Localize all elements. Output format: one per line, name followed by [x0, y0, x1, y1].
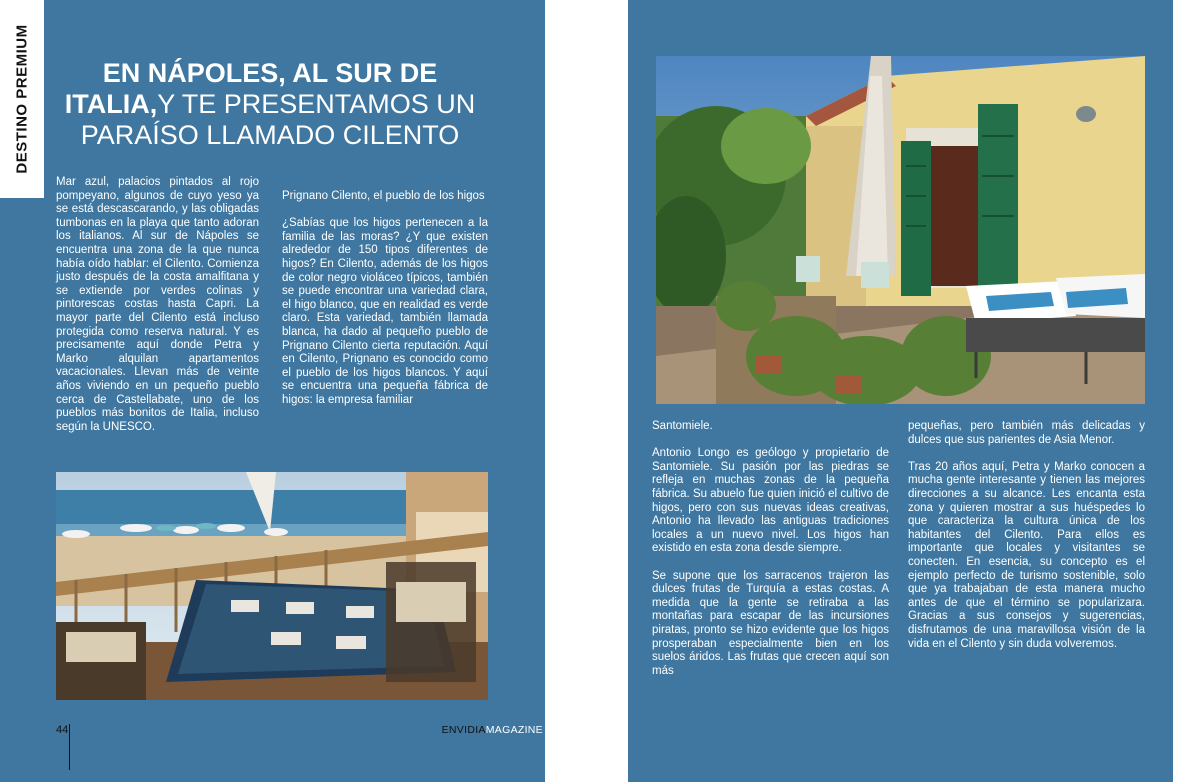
- subheading: Prignano Cilento, el pueblo de los higos: [282, 190, 485, 202]
- page-number-rule: [69, 724, 70, 770]
- paragraph: pequeñas, pero también más delicadas y dulces que sus parientes de Asia Menor.: [908, 420, 1145, 446]
- headline: [50, 58, 490, 151]
- headline-line-2-rest: Y TE PRESENTAMOS UN: [157, 89, 476, 119]
- magazine-name-part-2: MAGAZINE: [485, 724, 543, 736]
- paragraph: ¿Sabías que los higos pertenecen a la familia de las moras? ¿Y que existen alrededor de 150 tipos diferentes de higos? En Cilento, además de los higos de color negro violáceo típicos, también se puede encontrar una variedad clara, el higo blanco, que en realidad es verde claro. Esta variedad, también llamada blanca, ha dado al pequeño pueblo de Prignano Cilento cierta reputación. Aquí en Cilento, Prignano es conocido como el pueblo de los higos blancos. Y aquí se encuentra una pequeña fábrica de higos: la empresa familiar: [282, 217, 488, 406]
- article-column-right-2: [908, 420, 1145, 651]
- paragraph: Tras 20 años aquí, Petra y Marko conocen a mucha gente interesante y tienen las mejores direcciones a su alcance. Les encanta esta zona y quieren mostrar a sus huéspedes lo que caracteriza la cultura única de los habitantes del Cilento. Para ellos es importante que locales y visitantes se conecten. En esencia, su concepto es el ejemplo perfecto de turismo sostenible, solo que ya trabajaban de esta manera mucho antes de que el término se popularizara. Gracias a sus consejos y sugerencias, disfrutamos de una maravillosa visión de la vida en el Cilento y sin duda volveremos.: [908, 460, 1145, 650]
- beach-terrace-illustration: [56, 472, 488, 700]
- villa-terrace-photo: [656, 56, 1145, 404]
- paragraph: Mar azul, palacios pintados al rojo pompeyano, algunos de cuyo yeso ya se está descascarando, y las obligadas tumbonas en la playa que tanto adoran los italianos. Al sur de Nápoles se encuentra una zona de la que nunca había oído hablar: el Cilento. Comienza justo después de la costa amalfitana y se extiende por verdes colinas y pintorescas costas hasta Capri. La mayor parte del Cilento está incluso protegida como reserva natural. Y es precisamente aquí donde Petra y Marko alquilan apartamentos vacacionales. Llevan más de veinte años viviendo en un pequeño pueblo cerca de Castellabate, uno de los pueblos más bonitos de Italia, incluso según la UNESCO.: [56, 176, 259, 433]
- paragraph: Se supone que los sarracenos trajeron las dulces frutas de Turquía a estas costas. A medida que la gente se retiraba a las montañas para escapar de las incursiones piratas, pronto se hizo evidente que los higos prosperaban especialmente bien en los suelos áridos. Las frutas que crecen aquí son más: [652, 569, 889, 677]
- page-number: 44: [56, 724, 69, 736]
- villa-terrace-illustration: [656, 56, 1145, 404]
- headline-line-1: EN NÁPOLES, AL SUR DE: [102, 58, 438, 88]
- headline-line-3: PARAÍSO LLAMADO CILENTO: [80, 120, 460, 150]
- beach-terrace-photo: [56, 472, 488, 700]
- article-column-left-2: [282, 190, 488, 408]
- paragraph: Antonio Longo es geólogo y propietario de Santomiele. Su pasión por las piedras se refleja en muchas zonas de la pequeña fábrica. Su abuelo fue quien inició el cultivo de higos, pero con sus nuevas ideas creativas, Antonio ha llevado las antiguas tradiciones locales a un nuevo nivel. Los higos han existido en esta zona desde siempre.: [652, 447, 889, 555]
- section-tag-label: DESTINO PREMIUM: [13, 24, 31, 174]
- left-page: [0, 0, 545, 782]
- magazine-name: [442, 724, 543, 736]
- section-tag: [0, 0, 44, 198]
- article-column-right-1: [652, 420, 889, 678]
- paragraph: Santomiele.: [652, 420, 713, 432]
- magazine-name-part-1: ENVIDIA: [441, 724, 486, 736]
- article-column-left-1: [56, 176, 259, 434]
- headline-line-2: [50, 89, 490, 120]
- headline-line-2-bold: ITALIA,: [64, 89, 158, 119]
